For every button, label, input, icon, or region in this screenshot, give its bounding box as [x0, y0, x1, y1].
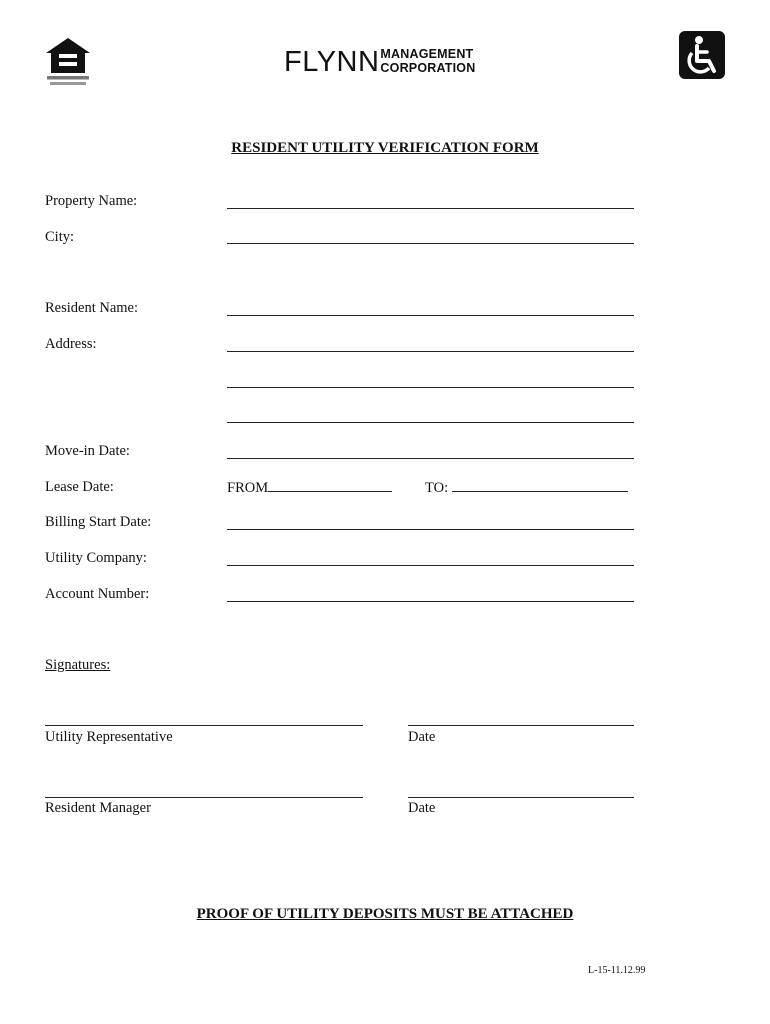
- brand-name: FLYNN: [284, 46, 380, 78]
- lease-from: [227, 479, 392, 497]
- brand-sub-line2: CORPORATION: [380, 61, 476, 75]
- date-label-2: Date: [408, 800, 436, 816]
- lease-from-line[interactable]: [268, 479, 392, 492]
- property-name-label: Property Name:: [45, 193, 138, 209]
- resident-manager-label: Resident Manager: [45, 800, 151, 816]
- address-line-3[interactable]: [227, 422, 634, 423]
- lease-to-label: TO:: [425, 480, 449, 496]
- resident-manager-signature-line[interactable]: [45, 797, 363, 798]
- lease-from-label: FROM: [227, 480, 269, 496]
- billing-start-date-label: Billing Start Date:: [45, 514, 152, 530]
- address-line-2[interactable]: [227, 387, 634, 388]
- proof-of-deposits-note: PROOF OF UTILITY DEPOSITS MUST BE ATTACHED: [196, 906, 574, 922]
- utility-representative-label: Utility Representative: [45, 729, 173, 745]
- brand-sub-line1: MANAGEMENT: [380, 47, 474, 61]
- signatures-heading: Signatures:: [45, 657, 111, 673]
- lease-to: [425, 479, 628, 497]
- billing-start-date-line[interactable]: [227, 529, 634, 530]
- form-code: L-15-11.12.99: [588, 965, 646, 976]
- utility-representative-date-line[interactable]: [408, 725, 634, 726]
- form-title: RESIDENT UTILITY VERIFICATION FORM: [231, 140, 539, 156]
- resident-manager-date-line[interactable]: [408, 797, 634, 798]
- city-label: City:: [45, 229, 75, 245]
- account-number-label: Account Number:: [45, 586, 150, 602]
- resident-name-label: Resident Name:: [45, 300, 139, 316]
- utility-company-line[interactable]: [227, 565, 634, 566]
- date-label-1: Date: [408, 729, 436, 745]
- property-name-line[interactable]: [227, 208, 634, 209]
- move-in-date-label: Move-in Date:: [45, 443, 130, 459]
- address-label: Address:: [45, 336, 97, 352]
- lease-date-label: Lease Date:: [45, 479, 114, 495]
- lease-to-line[interactable]: [452, 479, 628, 492]
- city-line[interactable]: [227, 243, 634, 244]
- utility-company-label: Utility Company:: [45, 550, 147, 566]
- resident-name-line[interactable]: [227, 315, 634, 316]
- wheelchair-icon: [679, 31, 725, 79]
- equal-housing-logo: [44, 37, 92, 87]
- address-line-1[interactable]: [227, 351, 634, 352]
- move-in-date-line[interactable]: [227, 458, 634, 459]
- account-number-line[interactable]: [227, 601, 634, 602]
- brand-subtitle: [380, 47, 475, 75]
- utility-representative-signature-line[interactable]: [45, 725, 363, 726]
- company-brand: [284, 46, 475, 78]
